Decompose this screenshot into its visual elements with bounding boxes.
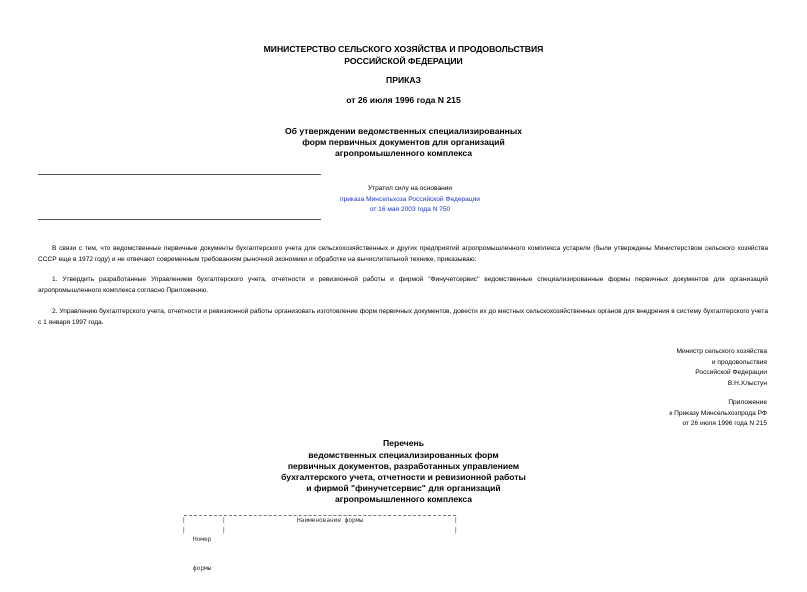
paragraph-preamble: В связи с тем, что ведомственные первичные документы бухгалтерского учета для сельскохозяйственных и других предприятий агропромышленного комплекса устарели (были утверждены Министерством сельского хозяйства СССР еще в 1972 году) и не отвечают современным требованиям рыночной экономики и обработке на вычислительной технике, приказываю: [38, 245, 768, 263]
signature-line1: Министр сельского хозяйства [676, 348, 767, 355]
document-date: от 26 июля 1996 года N 215 [346, 95, 461, 105]
repeal-order-date-link[interactable]: от 16 мая 2003 года N 750 [369, 206, 451, 213]
table-col-name-header: Наименование формы [297, 517, 364, 524]
list-title-line3: первичных документов, разработанных управлением [287, 461, 520, 471]
signature-line2: и продовольствия [711, 358, 767, 366]
status-note-text: Утратил силу на основании [367, 185, 453, 192]
list-title-line4: бухгалтерского учета, отчетности и ревизионной работы [281, 472, 526, 482]
document-type: ПРИКАЗ [386, 75, 421, 85]
appendix-order-ref: к Приказу Минсельхозпрода РФ [669, 409, 767, 417]
list-title-line1: Перечень [382, 438, 424, 448]
table-pipe-right: | | [454, 517, 458, 534]
signature-block [676, 347, 767, 389]
appendix-reference [669, 398, 767, 430]
document-title-line3: агропромышленного комплекса [334, 148, 472, 158]
appendix-order-date: от 26 июля 1996 года N 215 [682, 420, 767, 427]
divider-top [38, 174, 321, 175]
appendix-label: Приложение [728, 399, 767, 406]
document-title-line2: форм первичных документов для организаций [302, 137, 505, 147]
list-title-line5: и фирмой "финучетсервис" для организаций [306, 483, 501, 493]
table-pipe-left: | | [182, 517, 186, 534]
list-title-line2: ведомственных специализированных форм [308, 450, 499, 460]
document-title-line1: Об утверждении ведомственных специализированных [285, 126, 522, 136]
forms-table-header [182, 511, 458, 572]
ministry-name-line2: РОССИЙСКОЙ ФЕДЕРАЦИИ [344, 56, 463, 66]
paragraph-item-1: 1. Утвердить разработанные Управлением бухгалтерского учета, отчетности и ревизионной работы и фирмой "Финучетсервис" ведомственные специализированные формы первичных документов для организаций агропромышленного комплекса согласно Приложению. [38, 276, 768, 294]
table-pipe-middle: | | [222, 517, 226, 534]
signature-name: В.Н.Хлыстун [727, 379, 767, 387]
repeal-order-link[interactable]: приказа Минсельхоза Российской Федерации [340, 195, 480, 203]
table-col-number-line2: формы [193, 564, 212, 572]
status-note [330, 184, 490, 216]
divider-bottom [38, 219, 321, 220]
signature-line3: Российской Федерации [695, 369, 767, 376]
ministry-name-line1: МИНИСТЕРСТВО СЕЛЬСКОГО ХОЗЯЙСТВА И ПРОДОВОЛЬСТВИЯ [263, 44, 544, 54]
list-title-line6: агропромышленного комплекса [334, 494, 472, 504]
paragraph-item-2: 2. Управлению бухгалтерского учета, отчетности и ревизионной работы организовать изготовление форм первичных документов, довести их до местных сельскохозяйственных органов для внедрения в систему бухгалтерского учета с 1 января 1997 года. [38, 308, 768, 326]
table-col-number-line1: Номер [193, 536, 212, 543]
table-col-number-header [193, 516, 211, 592]
